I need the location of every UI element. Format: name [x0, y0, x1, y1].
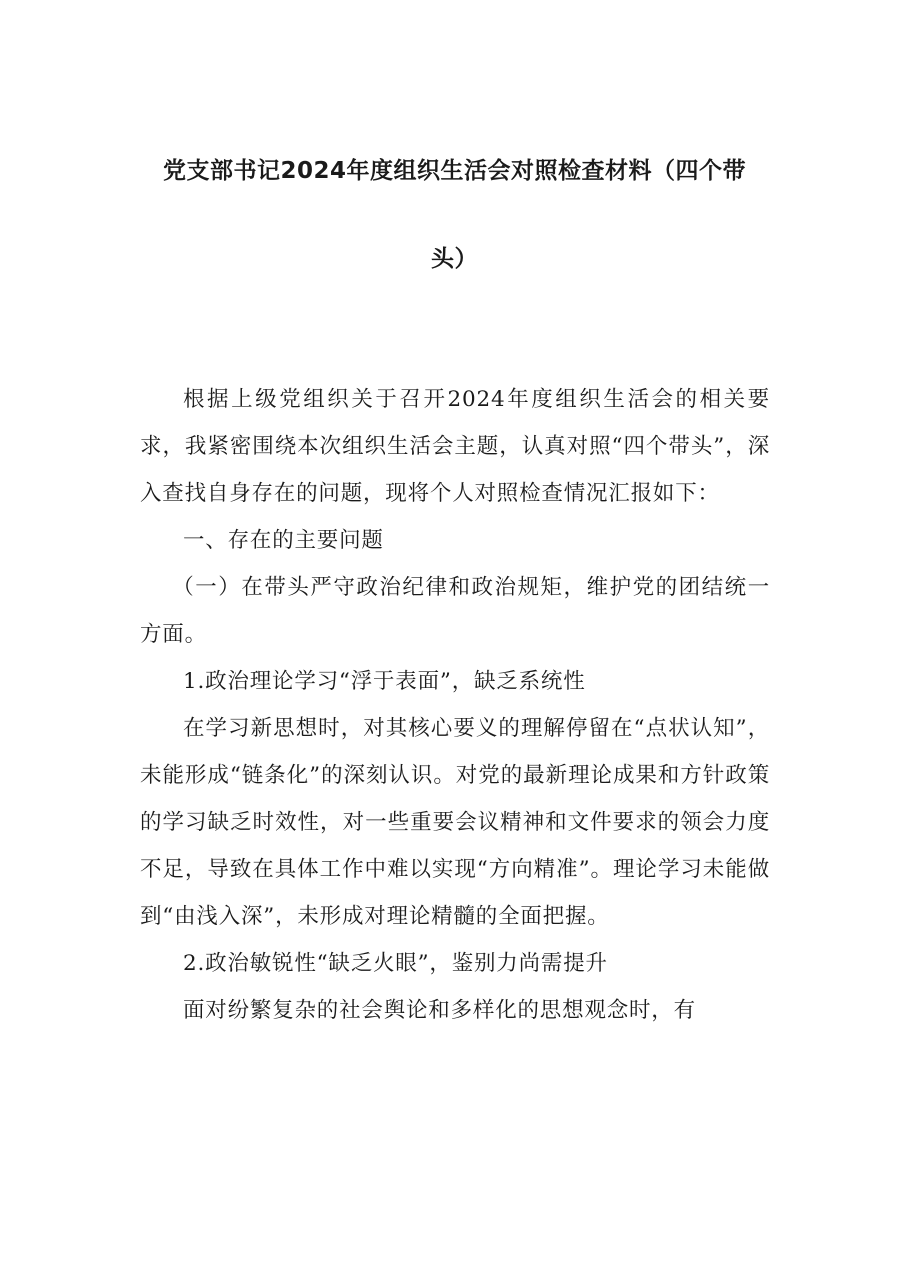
item-paragraph-2: 面对纷繁复杂的社会舆论和多样化的思想观念时，有	[183, 998, 696, 1023]
intro-paragraph: 根据上级党组织关于召开2024年度组织生活会的相关要求，我紧密围绕本次组织生活会主题，认真对照“四个带头”，深入查找自身存在的问题，现将个人对照检查情况汇报如下：	[140, 387, 770, 506]
item-paragraph-1: 在学习新思想时，对其核心要义的理解停留在“点状认知”，未能形成“链条化”的深刻认识。对党的最新理论成果和方针政策的学习缺乏时效性，对一些重要会议精神和文件要求的领会力度不足，导致在具体工作中难以实现“方向精准”。理论学习未能做到“由浅入深”，未形成对理论精髓的全面把握。	[140, 716, 770, 929]
document-title-line-2: 头）	[431, 246, 478, 272]
section-heading-1: 一、存在的主要问题	[183, 528, 384, 553]
item-heading-2: 2.政治敏锐性“缺乏火眼”，鉴别力尚需提升	[183, 951, 608, 976]
document-title-line-1: 党支部书记2024年度组织生活会对照检查材料（四个带	[162, 158, 746, 184]
subsection-heading-1: （一）在带头严守政治纪律和政治规矩，维护党的团结统一方面。	[140, 575, 770, 647]
item-heading-1: 1.政治理论学习“浮于表面”，缺乏系统性	[183, 669, 586, 694]
document-body	[140, 376, 770, 1034]
